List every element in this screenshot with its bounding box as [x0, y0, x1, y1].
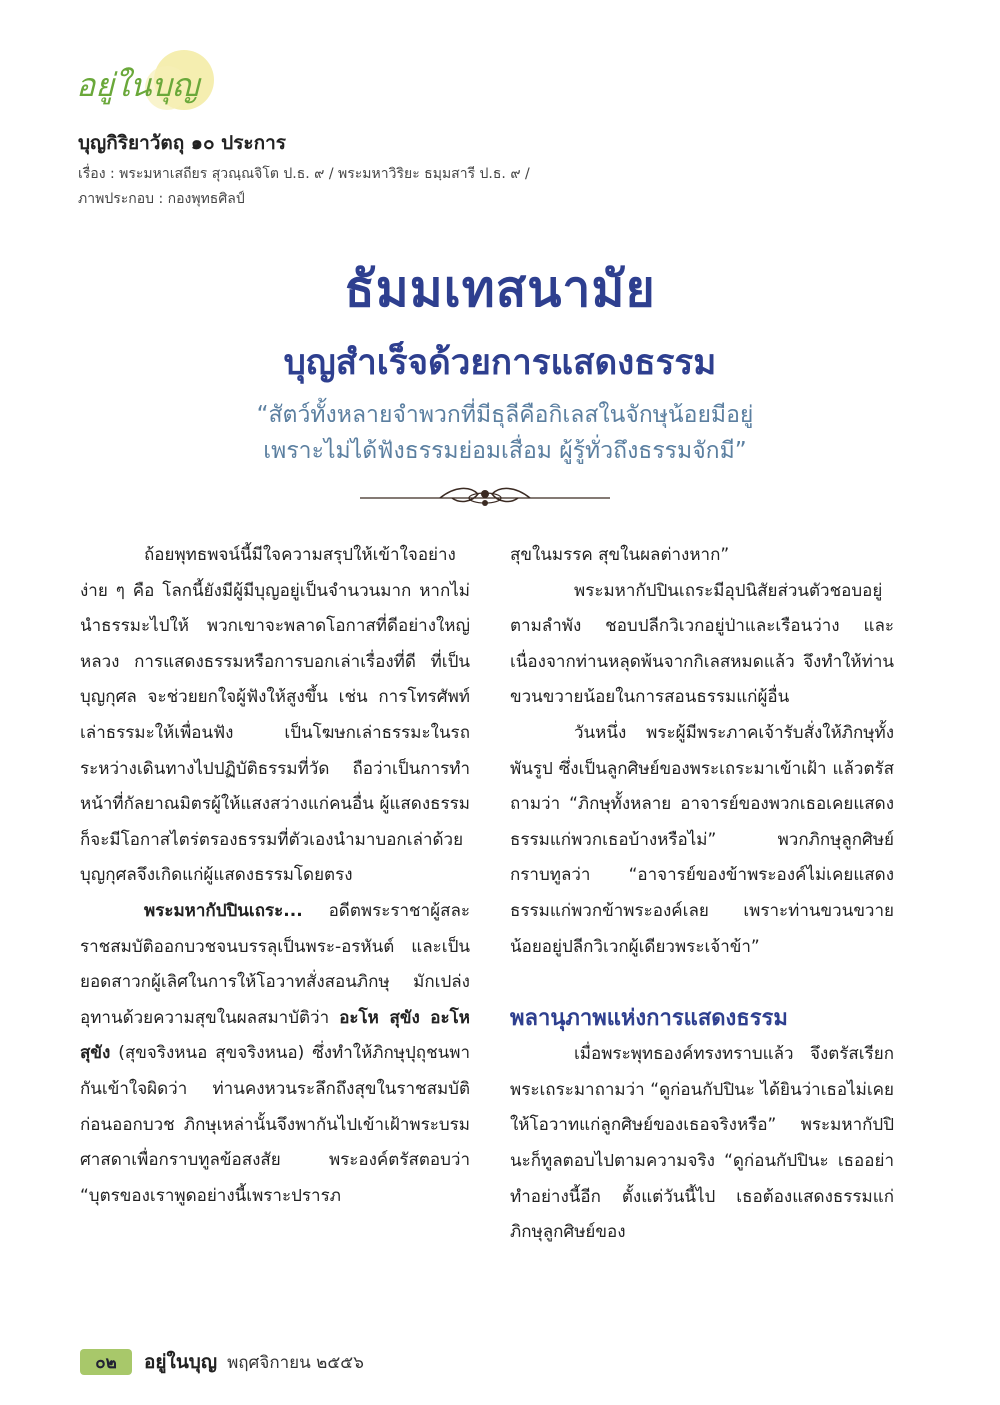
- left-paragraph-2: [80, 894, 470, 1214]
- right-paragraph-3: วันหนึ่ง พระผู้มีพระภาคเจ้ารับสั่งให้ภิกษุทั้งพันรูป ซึ่งเป็นลูกศิษย์ของพระเถระมาเข้าเฝ้า แล้วตรัสถามว่า “ภิกษุทั้งหลาย อาจารย์ของพวกเธอเคยแสดงธรรมแก่พวกเธอบ้างหรือไม่” พวกภิกษุลูกศิษย์กราบทูลว่า “อาจารย์ของข้าพระองค์ไม่เคยแสดงธรรมแก่พวกข้าพระองค์เลย เพราะท่านขวนขวายน้อยอยู่ปลีกวิเวกผู้เดียวพระเจ้าข้า”: [510, 722, 894, 957]
- ornament-divider: [360, 480, 610, 516]
- credit-line-1: เรื่อง : พระมหาเสถียร สุวณฺณจิโต ป.ธ. ๙ / พระมหาวิริยะ ธมฺมสารี ป.ธ. ๙ /: [78, 166, 530, 182]
- pull-quote: [180, 397, 830, 469]
- left-paragraph-2a: อดีตพระราชาผู้สละราชสมบัติออกบวชจนบรรลุเป็นพระ-อรหันต์ และเป็นยอดสาวกผู้เลิศในการให้โอวาทสั่งสอนภิกษุ มักเปล่งอุทานด้วยความสุขในผลสมาบัติว่า: [80, 900, 470, 1028]
- footer-issue-date: พฤศจิกายน ๒๕๕๖: [227, 1352, 364, 1373]
- left-paragraph-1: ถ้อยพุทธพจน์นี้มีใจความสรุปให้เข้าใจอย่างง่าย ๆ คือ โลกนี้ยังมีผู้มีบุญอยู่เป็นจำนวนมาก หากไม่นำธรรมะไปให้ พวกเขาจะพลาดโอกาสที่ดีอย่างใหญ่หลวง การแสดงธรรมหรือการบอกเล่าเรื่องที่ดี ที่เป็นบุญกุศล จะช่วยยกใจผู้ฟังให้สูงขึ้น เช่น การโทรศัพท์เล่าธรรมะให้เพื่อนฟัง เป็นโฆษกเล่าธรรมะในรถระหว่างเดินทางไปปฏิบัติธรรมที่วัด ถือว่าเป็นการทำหน้าที่กัลยาณมิตรผู้ให้แสงสว่างแก่คนอื่น ผู้แสดงธรรมก็จะมีโอกาสไตร่ตรองธรรมที่ตัวเองนำมาบอกเล่าด้วย บุญกุศลจึงเกิดแก่ผู้แสดงธรรมโดยตรง: [80, 545, 470, 886]
- page-number-badge: ๐๒: [80, 1349, 132, 1375]
- logo-text: อยู่ในบุญ: [76, 66, 200, 104]
- section-heading: พลานุภาพแห่งการแสดงธรรม: [510, 1006, 788, 1032]
- footer-magazine-name: อยู่ในบุญ: [144, 1351, 218, 1373]
- right-paragraph-1: สุขในมรรค สุขในผลต่างหาก”: [510, 545, 730, 565]
- article-subtitle: บุญสำเร็จด้วยการแสดงธรรม: [283, 343, 717, 383]
- right-paragraph-2: พระมหากัปปินเถระมีอุปนิสัยส่วนตัวชอบอยู่ตามลำพัง ชอบปลีกวิเวกอยู่ป่าและเรือนว่าง และเนื่องจากท่านหลุดพ้นจากกิเลสหมดแล้ว จึงทำให้ท่านขวนขวายน้อยในการสอนธรรมแก่ผู้อื่น: [510, 580, 894, 708]
- page-footer: [80, 1346, 364, 1378]
- right-column: [510, 538, 894, 1251]
- quote-line-2: เพราะไม่ได้ฟังธรรมย่อมเสื่อม ผู้รู้ทั่วถึงธรรมจักมี”: [263, 438, 747, 464]
- article-header: [78, 128, 678, 212]
- left-paragraph-2b: (สุขจริงหนอ สุขจริงหนอ) ซึ่งทำให้ภิกษุปุถุชนพากันเข้าใจผิดว่า ท่านคงหวนระลึกถึงสุขในราชสมบัติก่อนออกบวช ภิกษุเหล่านั้นจึงพากันไปเข้าเฝ้าพระบรมศาสดาเพื่อกราบทูลข้อสงสัย พระองค์ตรัสตอบว่า “บุตรของเราพูดอย่างนี้เพราะปรารภ: [80, 1043, 470, 1206]
- credit-line-2: ภาพประกอบ : กองพุทธศิลป์: [78, 191, 245, 207]
- magazine-logo: [72, 48, 222, 118]
- series-title: บุญกิริยาวัตถุ ๑๐ ประการ: [78, 132, 287, 154]
- kappina-heading: พระมหากัปปินเถระ...: [144, 900, 303, 921]
- right-paragraph-4: เมื่อพระพุทธองค์ทรงทราบแล้ว จึงตรัสเรียกพระเถระมาถามว่า “ดูก่อนกัปปินะ ได้ยินว่าเธอไม่เคยให้โอวาทแก่ลูกศิษย์ของเธอจริงหรือ” พระมหากัปปินะก็ทูลตอบไปตามความจริง “ดูก่อนกัปปินะ เธออย่าทำอย่างนี้อีก ตั้งแต่วันนี้ไป เธอต้องแสดงธรรมแก่ภิกษุลูกศิษย์ของ: [510, 1044, 894, 1243]
- aho-sukham-phrase: อะโห สุขัง อะโห สุขัง: [80, 1007, 470, 1064]
- quote-line-1: “สัตว์ทั้งหลายจำพวกที่มีธุลีคือกิเลสในจักษุน้อยมีอยู่: [256, 402, 754, 428]
- left-column: [80, 538, 470, 1214]
- article-title: ธัมมเทสนามัย: [344, 260, 656, 318]
